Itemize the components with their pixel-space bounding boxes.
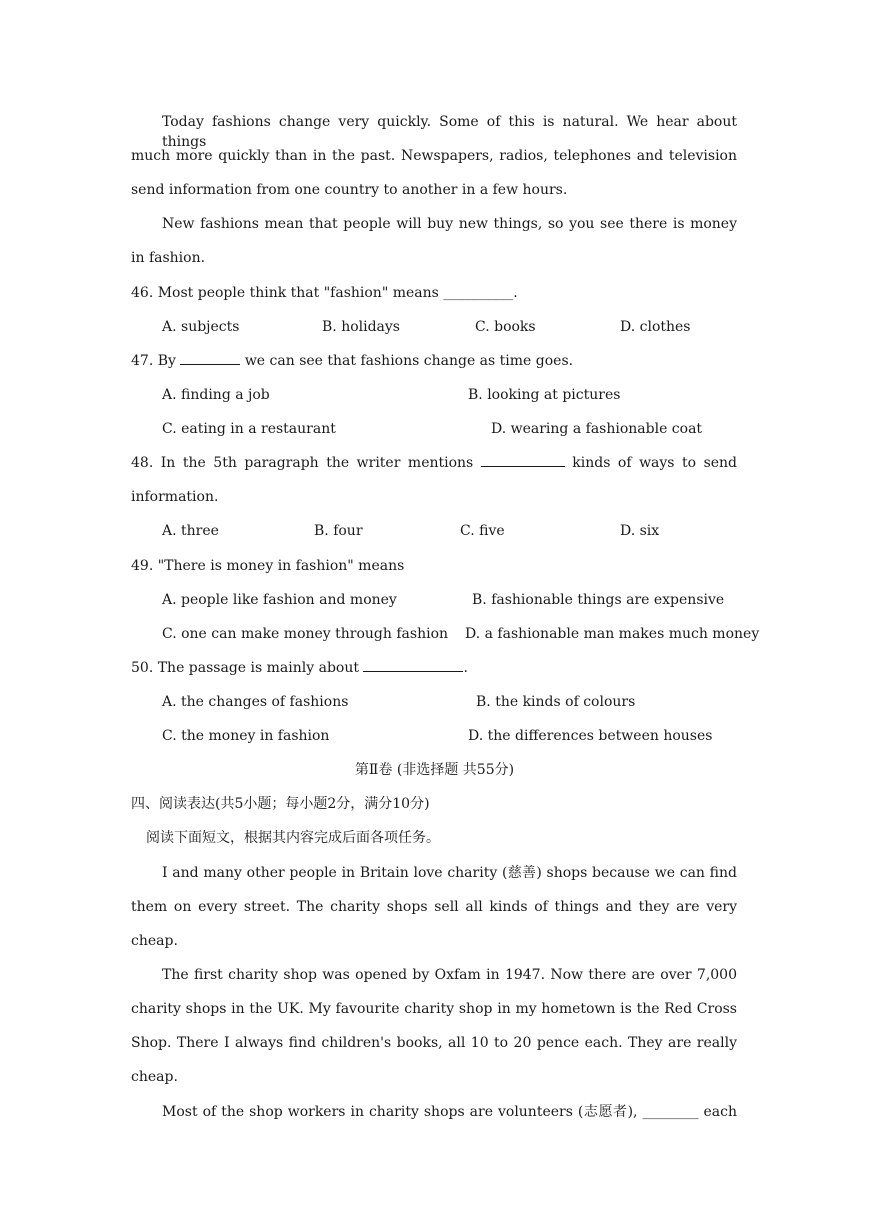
option-b: B. the kinds of colours [476,694,636,710]
question-47-stem: 47. By we can see that fashions change as time goes. [131,353,574,369]
instruction: 阅读下面短文，根据其内容完成后面各项任务。 [146,830,440,846]
option-a: A. subjects [162,319,240,335]
part-heading: 四、阅读表达(共5小题；每小题2分，满分10分) [131,796,430,812]
passage1-line: much more quickly than in the past. Newspapers, radios, telephones and television [131,148,737,164]
passage2-line: cheap. [131,1069,178,1085]
option-a: A. the changes of fashions [162,694,349,710]
section-title: 第Ⅱ卷 (非选择题 共55分) [354,762,515,778]
option-c: C. one can make money through fashion [162,626,449,642]
option-d: D. a fashionable man makes much money [465,626,760,642]
passage2-line: them on every street. The charity shops sell all kinds of things and they are very [131,899,737,915]
passage1-line: New fashions mean that people will buy new things, so you see there is money [162,216,737,232]
passage1-line: Today fashions change very quickly. Some of this is natural. We hear about things [162,114,737,150]
passage1-line: in fashion. [131,250,206,266]
passage2-line: I and many other people in Britain love charity (慈善) shops because we can find [162,865,737,881]
question-48-stem: 48. In the 5th paragraph the writer mentions kinds of ways to send [131,455,738,471]
passage2-line: Shop. There I always find children's books, all 10 to 20 pence each. They are really [131,1035,737,1051]
passage2-line: cheap. [131,933,178,949]
passage2-line: The first charity shop was opened by Oxfam in 1947. Now there are over 7,000 [162,967,737,983]
option-d: D. six [620,523,660,539]
option-b: B. looking at pictures [468,387,621,403]
option-a: A. people like fashion and money [162,592,397,608]
question-50-stem: 50. The passage is mainly about . [131,660,468,676]
passage2-line: charity shops in the UK. My favourite charity shop in my hometown is the Red Cross [131,1001,737,1017]
answer-blank [481,454,565,467]
option-c: C. books [475,319,536,335]
option-b: B. four [314,523,363,539]
option-c: C. the money in fashion [162,728,330,744]
option-d: D. clothes [620,319,691,335]
option-c: C. five [460,523,505,539]
answer-blank [180,352,240,365]
question-49-stem: 49. "There is money in fashion" means [131,558,405,574]
answer-blank: __________ [443,285,514,301]
option-b: B. fashionable things are expensive [472,592,725,608]
option-d: D. wearing a fashionable coat [491,421,703,437]
option-c: C. eating in a restaurant [162,421,336,437]
passage1-line: send information from one country to another in a few hours. [131,182,568,198]
answer-blank [363,659,463,672]
answer-blank: ________ [642,1104,699,1120]
option-a: A. finding a job [162,387,270,403]
question-48-stem-cont: information. [131,489,219,505]
passage2-line: Most of the shop workers in charity shops are volunteers (志愿者), ________ each [162,1104,738,1120]
option-a: A. three [162,523,219,539]
option-b: B. holidays [322,319,400,335]
question-46-stem: 46. Most people think that "fashion" means __________. [131,285,518,301]
option-d: D. the differences between houses [468,728,713,744]
